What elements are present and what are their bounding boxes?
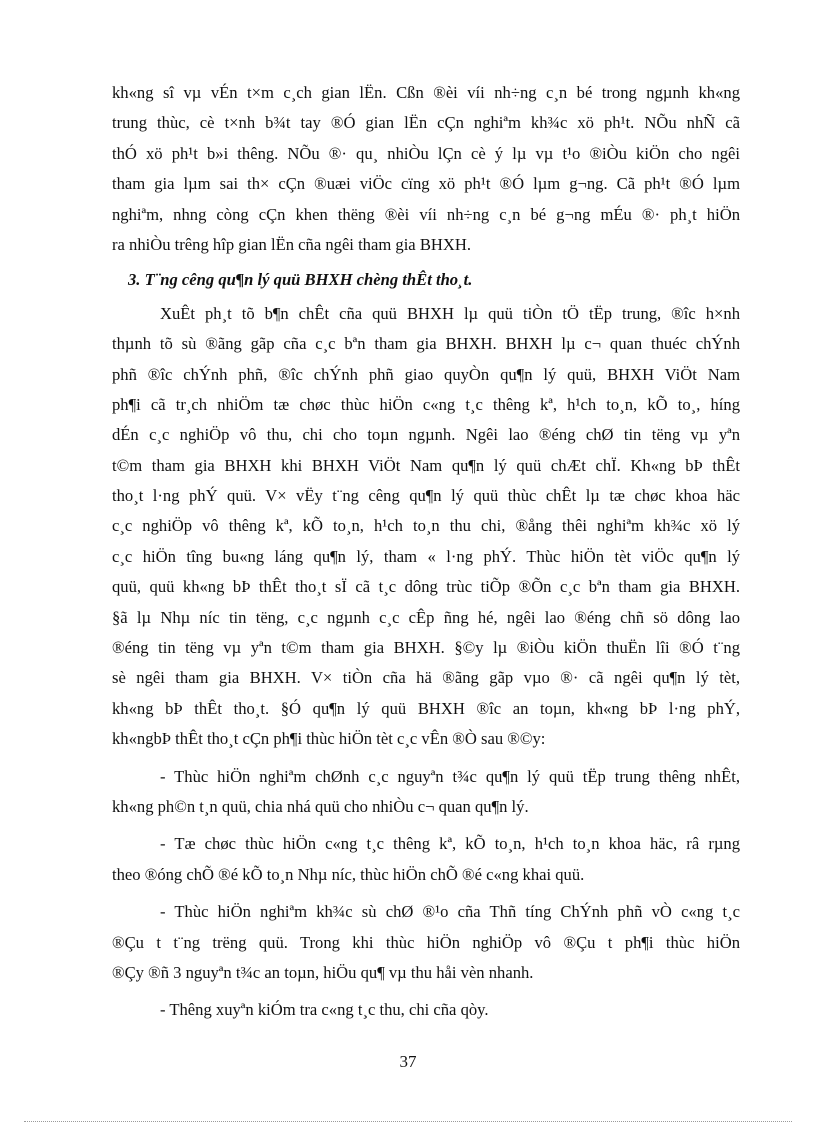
bottom-dotted-rule [24,1121,792,1122]
page-number: 37 [399,1052,417,1071]
paragraph-gap [112,755,740,762]
text-line: kh«ng ph©n t¸n quü, chia nhá quü cho nhiÒu c¬ quan qu¶n lý. [112,796,529,816]
paragraph-gap [112,822,740,829]
text-line: c¸c hiÖn tîng bu«ng láng qu¶n lý, tham « l·ng phÝ. Thùc hiÖn tèt viÖc qu¶n lý [112,546,740,566]
text-line: thµnh tõ sù ®ãng gãp cña c¸c bªn tham gia BHXH. BHXH lµ c¬ quan thuéc chÝnh [112,334,740,354]
text-line: ®Çy ®ñ 3 nguyªn t¾c an toµn, hiÖu qu¶ vµ thu håi vèn nhanh. [112,962,534,982]
text-line: t©m tham gia BHXH khi BHXH ViÖt Nam qu¶n lý quü chÆt chÏ. Kh«ng bÞ thÊt [112,455,740,475]
text-line: phñ ®îc chÝnh phñ, ®îc chÝnh phñ giao quyÒn qu¶n lý quü, BHXH ViÖt Nam [112,364,740,384]
text-line: ®éng tin tëng vµ yªn t©m tham gia BHXH. §©y lµ ®iÒu kiÖn thuËn lîi ®Ó t¨ng [112,638,740,658]
text-line: theo ®óng chÕ ®é kÕ to¸n Nhµ níc, thùc hiÖn chÕ ®é c«ng khai quü. [112,864,585,884]
text-line: c¸c nghiÖp vô thêng kª, kÕ to¸n, h¹ch to¸n thu chi, ®ång thêi nghiªm kh¾c xö lý [112,516,740,536]
text-line: - Tæ chøc thùc hiÖn c«ng t¸c thêng kª, kÕ to¸n, h¹ch to¸n khoa häc, râ rµng [160,834,740,854]
text-line: kh«ng sî vµ vÉn t×m c¸ch gian lËn. Cßn ®èi víi nh÷ng c¸n bé trong ngµnh kh«ng [112,83,740,102]
text-line: - Thêng xuyªn kiÓm tra c«ng t¸c thu, chi cña qòy. [160,1000,489,1020]
paragraph-gap [112,890,740,897]
text-line: §ã lµ Nhµ níc tin tëng, c¸c ngµnh c¸c cÊp ñng hé, ngêi lao ®éng chñ sö dông lao [112,607,740,627]
text-line: trung thùc, cè t×nh b¾t tay ®Ó gian lËn cÇn nghiªm kh¾c xö ph¹t. NÕu nhÑ cã [112,113,740,133]
text-line: thÓ xö ph¹t b»i thêng. NÕu ®· qu¸ nhiÒu lÇn cè ý lµ vµ t¹o ®iÒu kiÖn cho ngêi [112,143,740,163]
text-line: ra nhiÒu trêng hîp gian lËn cña ngêi tham gia BHXH. [112,234,471,254]
text-line: kh«ng bÞ thÊt tho¸t. §Ó qu¶n lý quü BHXH ®îc an toµn, kh«ng bÞ l·ng phÝ, [112,698,740,718]
text-line: nghiªm, nhng còng cÇn khen thëng ®èi víi nh÷ng c¸n bé g¬ng mÉu ®· ph¸t hiÖn [112,204,740,224]
text-line: XuÊt ph¸t tõ b¶n chÊt cña quü BHXH lµ quü tiÒn tÖ tËp trung, ®îc h×nh [160,303,740,323]
body-text [112,78,740,1026]
text-line: - Thùc hiÖn nghiªm chØnh c¸c nguyªn t¾c qu¶n lý quü tËp trung thêng nhÊt, [160,766,740,786]
text-line: tham gia lµm sai th× cÇn ®uæi viÖc cïng xö ph¹t ®Ó lµm g¬ng. Cã ph¹t ®Ó lµm [112,174,740,194]
text-line: dÉn c¸c nghiÖp vô thu, chi cho toµn ngµnh. Ngêi lao ®éng chØ tin tëng vµ yªn [112,425,740,445]
text-line: kh«ngbÞ thÊt tho¸t cÇn ph¶i thùc hiÖn tèt c¸c vÊn ®Ò sau ®©y: [112,729,546,749]
text-line: tho¸t l·ng phÝ quü. V× vËy t¨ng cêng qu¶n lý quü thùc chÊt lµ tæ chøc khoa häc [112,486,740,506]
section-heading: 3. T¨ng cêng qu¶n lý quü BHXH chèng thÊt tho¸t. [128,270,473,290]
text-line: ®Çu t t¨ng trëng quü. Trong khi thùc hiÖn nghiÖp vô ®Çu t ph¶i thùc hiÖn [112,932,740,952]
text-line: quü, quü kh«ng bÞ thÊt tho¸t sÏ cã t¸c dông trùc tiÕp ®Õn c¸c bªn tham gia BHXH. [112,577,740,597]
text-line: ph¶i cã tr¸ch nhiÖm tæ chøc thùc hiÖn c«ng t¸c thêng kª, h¹ch to¸n, kÕ to¸, híng [112,394,740,414]
text-line: sè ngêi tham gia BHXH. V× tiÒn cña hä ®ãng gãp vµo ®· cã ngêi qu¶n lý tèt, [112,668,740,688]
text-line: - Thùc hiÖn nghiªm kh¾c sù chØ ®¹o cña Thñ tíng ChÝnh phñ vÒ c«ng t¸c [160,902,740,922]
paragraph-gap [112,988,740,995]
